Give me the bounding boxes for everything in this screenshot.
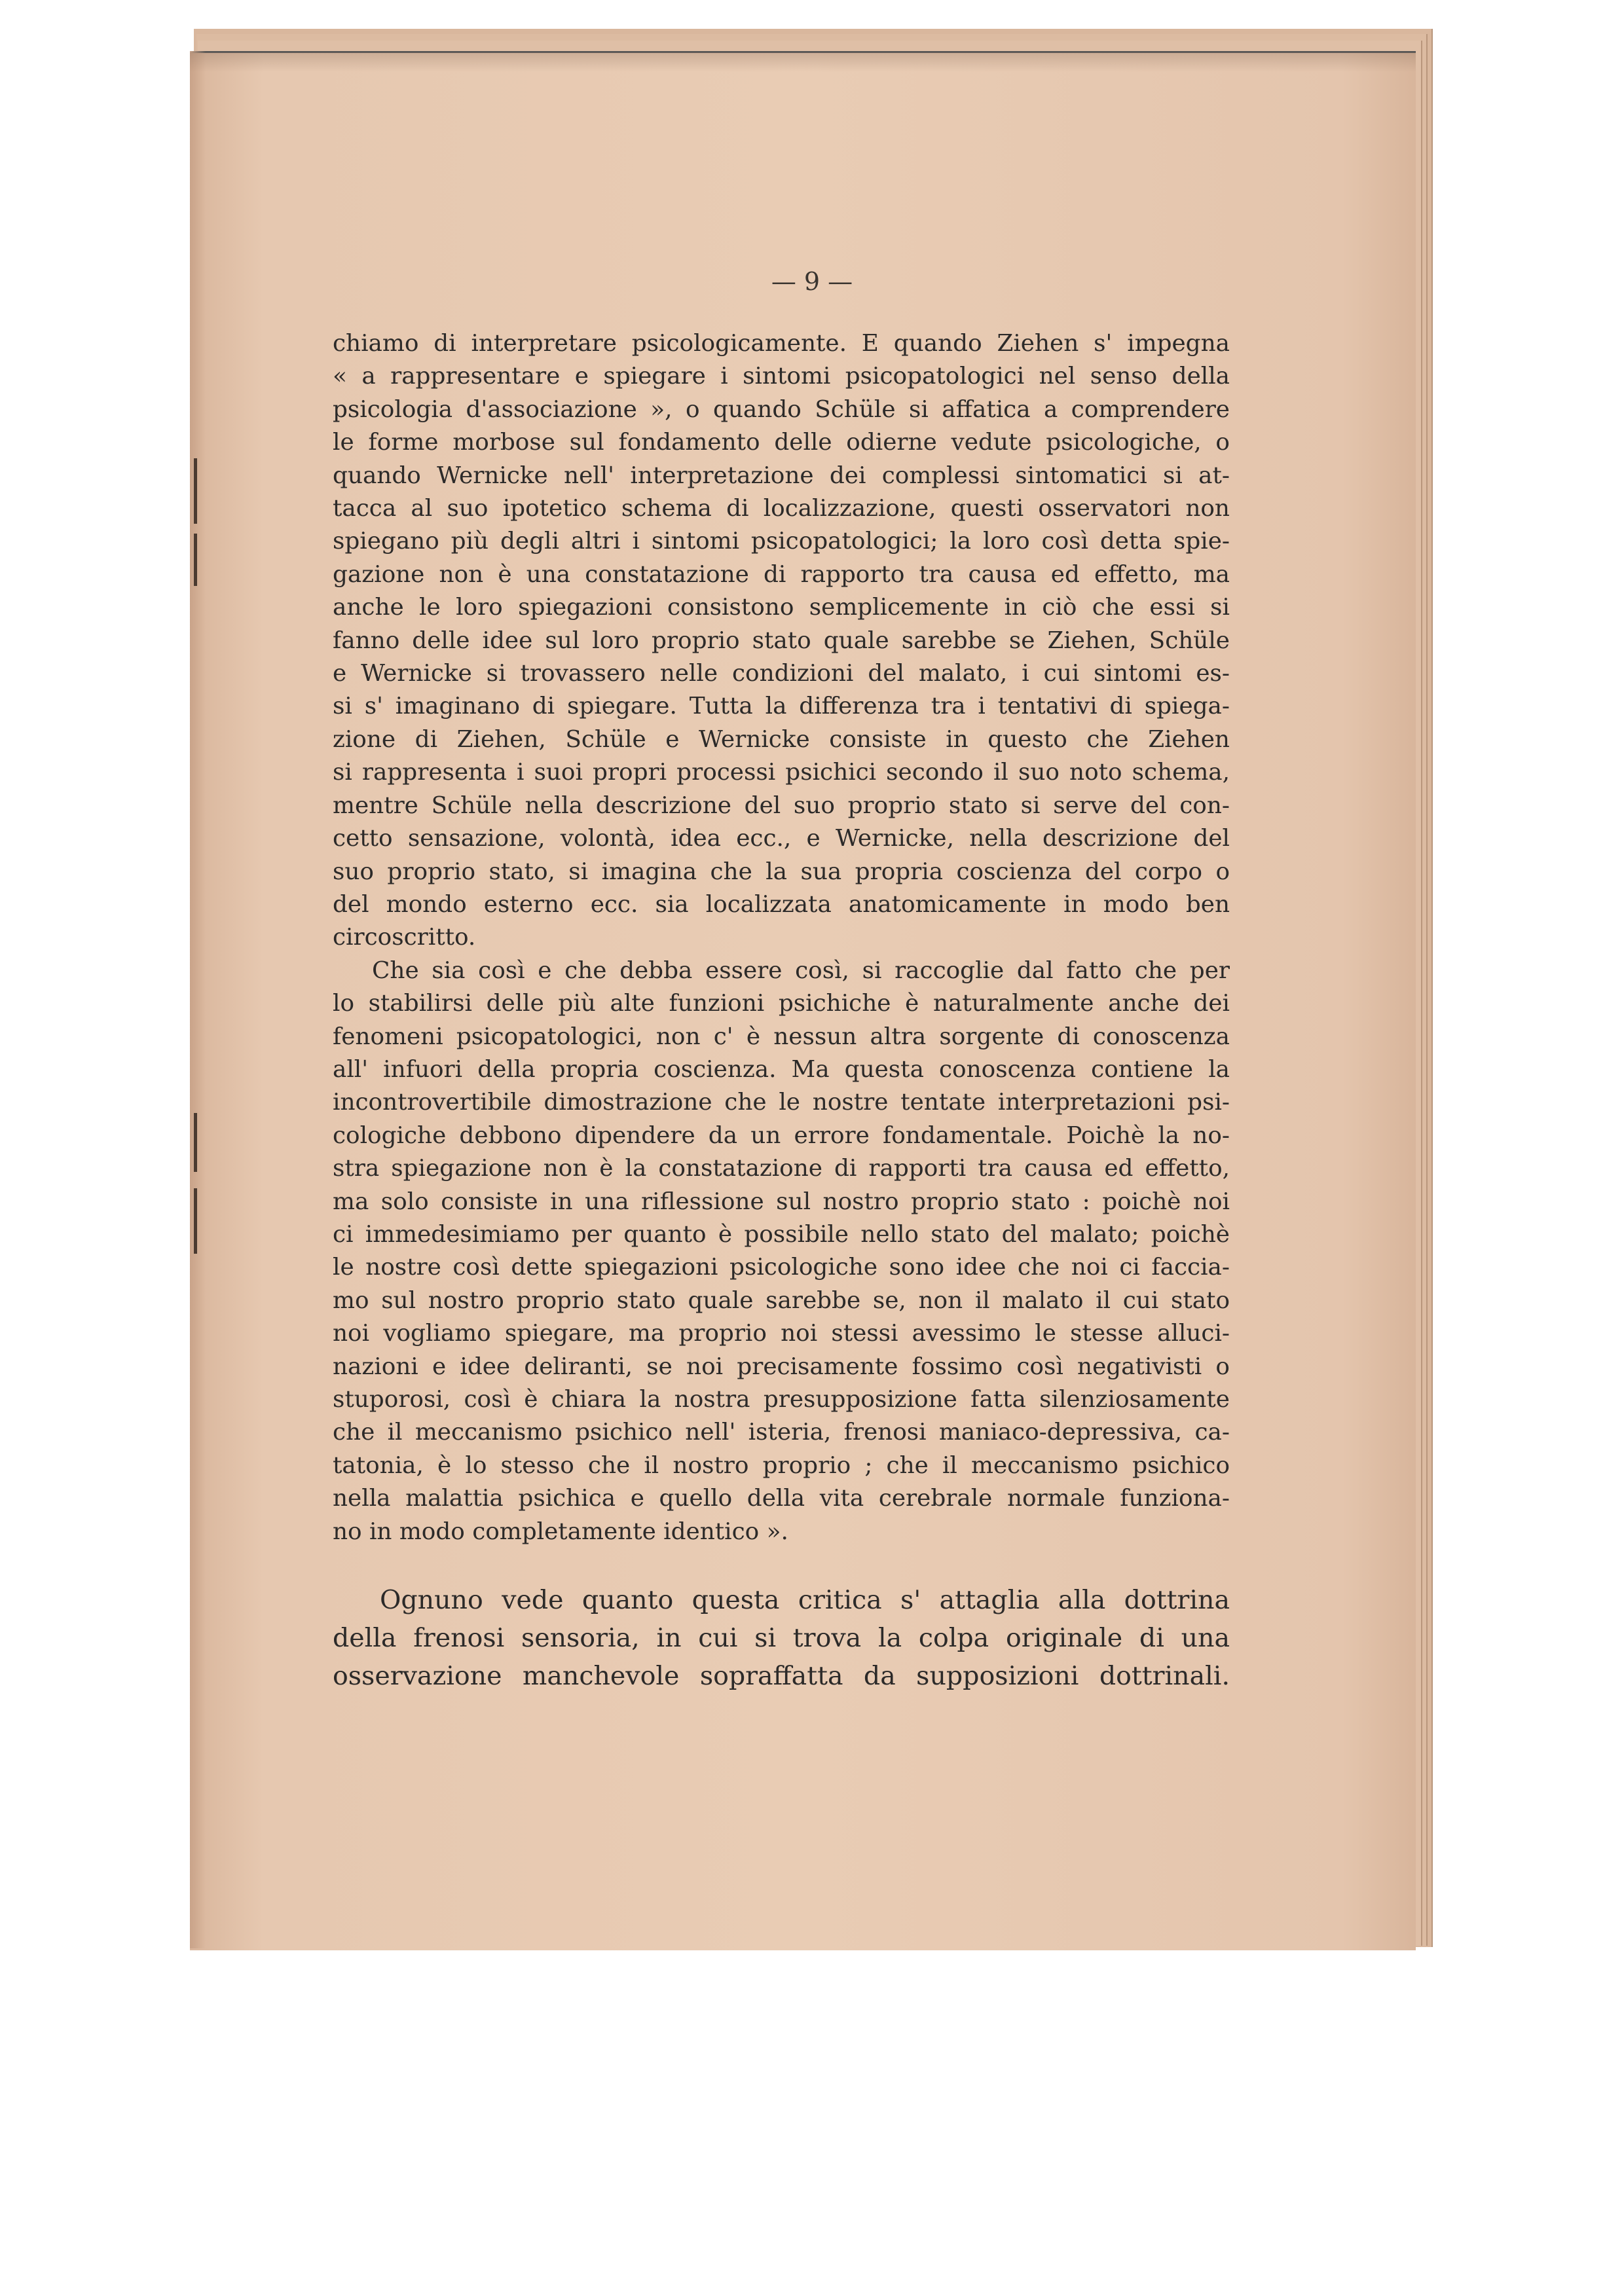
text-line: all' infuori della propria coscienza. Ma questa conoscenza contiene la bbox=[333, 1055, 1230, 1083]
text-line: Ognuno vede quanto questa critica s' attaglia alla dottrina bbox=[380, 1585, 1230, 1616]
text-line: della frenosi sensoria, in cui si trova la colpa originale di una bbox=[333, 1623, 1230, 1654]
text-line: circoscritto. bbox=[333, 924, 476, 951]
text-line: quando Wernicke nell' interpretazione dei complessi sintomatici si at- bbox=[333, 462, 1230, 489]
text-line: stuporosi, così è chiara la nostra presupposizione fatta silenziosamente bbox=[333, 1386, 1230, 1413]
page-number: — 9 — bbox=[771, 267, 853, 296]
text-line: cologiche debbono dipendere da un errore fondamentale. Poichè la no- bbox=[333, 1121, 1230, 1149]
text-line: « a rappresentare e spiegare i sintomi psicopatologici nel senso della bbox=[333, 363, 1230, 390]
text-line: suo proprio stato, si imagina che la sua propria coscienza del corpo o bbox=[333, 858, 1230, 885]
binding-stitch bbox=[194, 1188, 197, 1254]
binding-stitch bbox=[194, 534, 197, 586]
text-line: nazioni e idee deliranti, se noi precisamente fossimo così negativisti o bbox=[333, 1353, 1230, 1380]
text-line: mo sul nostro proprio stato quale sarebbe se, non il malato il cui stato bbox=[333, 1286, 1230, 1314]
paragraph-2 bbox=[333, 955, 1230, 1548]
text-line: tacca al suo ipotetico schema di localizzazione, questi osservatori non bbox=[333, 495, 1230, 522]
text-line: e Wernicke si trovassero nelle condizioni del malato, i cui sintomi es- bbox=[333, 660, 1230, 687]
text-line: del mondo esterno ecc. sia localizzata anatomicamente in modo ben bbox=[333, 890, 1230, 918]
text-line: no in modo completamente identico ». bbox=[333, 1518, 788, 1545]
text-line: noi vogliamo spiegare, ma proprio noi stessi avessimo le stesse alluci- bbox=[333, 1320, 1230, 1347]
text-line: si rappresenta i suoi propri processi psichici secondo il suo noto schema, bbox=[333, 759, 1230, 786]
text-line: incontrovertibile dimostrazione che le nostre tentate interpretazioni psi- bbox=[333, 1089, 1230, 1116]
text-line: spiegano più degli altri i sintomi psicopatologici; la loro così detta spie- bbox=[333, 528, 1230, 555]
text-line: gazione non è una constatazione di rapporto tra causa ed effetto, ma bbox=[333, 560, 1230, 588]
text-line: chiamo di interpretare psicologicamente. E quando Ziehen s' impegna bbox=[333, 330, 1230, 357]
text-line: psicologia d'associazione », o quando Schüle si affatica a comprendere bbox=[333, 395, 1230, 423]
text-line: anche le loro spiegazioni consistono semplicemente in ciò che essi si bbox=[333, 594, 1230, 621]
text-line: osservazione manchevole sopraffatta da supposizioni dottrinali. bbox=[333, 1661, 1230, 1692]
text-line: ma solo consiste in una riflessione sul nostro proprio stato : poichè noi bbox=[333, 1188, 1230, 1215]
text-line: che il meccanismo psichico nell' isteria, frenosi maniaco-depressiva, ca- bbox=[333, 1419, 1230, 1446]
page-top-shadow bbox=[190, 52, 1416, 72]
binding-stitch bbox=[194, 1113, 197, 1172]
text-line: fanno delle idee sul loro proprio stato quale sarebbe se Ziehen, Schüle bbox=[333, 627, 1230, 654]
text-line: le nostre così dette spiegazioni psicologiche sono idee che noi ci faccia- bbox=[333, 1254, 1230, 1281]
text-line: si s' imaginano di spiegare. Tutta la differenza tra i tentativi di spiega- bbox=[333, 693, 1230, 720]
text-line: stra spiegazione non è la constatazione di rapporti tra causa ed effetto, bbox=[333, 1155, 1230, 1182]
text-line: cetto sensazione, volontà, idea ecc., e Wernicke, nella descrizione del bbox=[333, 825, 1230, 852]
text-line: tatonia, è lo stesso che il nostro proprio ; che il meccanismo psichico bbox=[333, 1451, 1230, 1479]
body-text bbox=[333, 327, 1230, 1695]
text-line: ci immedesimiamo per quanto è possibile nello stato del malato; poichè bbox=[333, 1220, 1230, 1248]
text-line: le forme morbose sul fondamento delle odierne vedute psicologiche, o bbox=[333, 429, 1230, 456]
text-line: zione di Ziehen, Schüle e Wernicke consiste in questo che Ziehen bbox=[333, 725, 1230, 753]
paragraph-1 bbox=[333, 327, 1230, 955]
text-line: Che sia così e che debba essere così, si raccoglie dal fatto che per bbox=[372, 957, 1230, 984]
text-line: mentre Schüle nella descrizione del suo proprio stato si serve del con- bbox=[333, 792, 1230, 819]
binding-stitch bbox=[194, 458, 197, 524]
paragraph-3 bbox=[333, 1581, 1230, 1695]
binding-gutter bbox=[190, 51, 206, 1948]
text-line: nella malattia psichica e quello della vita cerebrale normale funziona- bbox=[333, 1485, 1230, 1512]
text-line: fenomeni psicopatologici, non c' è nessun altra sorgente di conoscenza bbox=[333, 1023, 1230, 1050]
text-line: lo stabilirsi delle più alte funzioni psichiche è naturalmente anche dei bbox=[333, 990, 1230, 1017]
